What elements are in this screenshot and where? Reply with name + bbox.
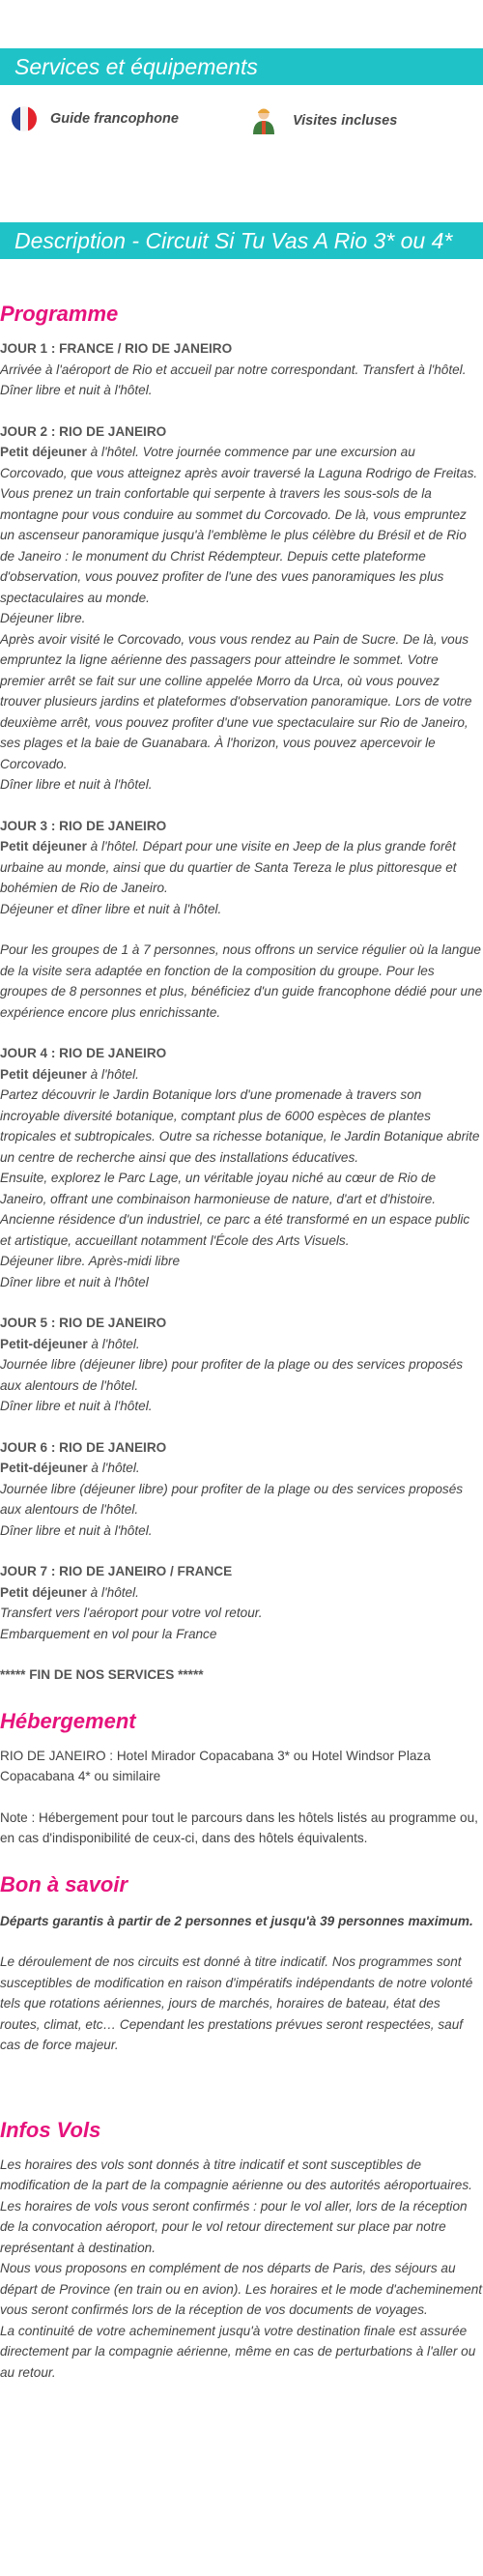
day-text: Dîner libre et nuit à l'hôtel. bbox=[0, 383, 153, 397]
day-text: Dîner libre et nuit à l'hôtel. bbox=[0, 1522, 153, 1538]
bon-a-savoir-title: Bon à savoir bbox=[0, 1871, 128, 1896]
flight-info: La continuité de votre acheminement jusqu'à votre destination finale est assurée directement par la compagnie aérienne, même en cas de perturbations à l'aller ou au retour. bbox=[0, 2323, 476, 2380]
service-label: Guide francophone bbox=[50, 111, 179, 127]
infos-vols-content bbox=[0, 2155, 483, 2384]
meal-label: Petit déjeuner bbox=[0, 1584, 87, 1600]
day-text: Ensuite, explorez le Parc Lage, un véritable joyau niché au cœur de Rio de Janeiro, offrant une combinaison harmonieuse de nature, d'art et d'histoire. Ancienne résidence d'un industriel, ce parc a été transformé en un espace public et artistique, accueillant notamment l'École des Arts Visuels. bbox=[0, 1171, 470, 1248]
day-text: Dîner libre et nuit à l'hôtel. bbox=[0, 777, 153, 792]
day-text: Embarquement en vol pour la France bbox=[0, 1626, 217, 1641]
day-text: Petit-déjeuner à l'hôtel. bbox=[0, 1461, 140, 1475]
meal-label: Petit déjeuner bbox=[0, 445, 87, 459]
end-of-services: ***** FIN DE NOS SERVICES ***** bbox=[0, 1667, 204, 1682]
day-text: Après avoir visité le Corcovado, vous vous rendez au Pain de Sucre. De là, vous empruntez la ligne aérienne des passagers pour atteindre le sommet. Votre premier arrêt se fait sur une colline appelée Morro da Urca, où vous pouvez trouver plusieurs jardins et plateformes d'observation panoramique. Lors de votre deuxième arrêt, vous pouvez profiter d'une vue spectaculaire sur Rio de Janeiro, ses plages et la baie de Guanabara. À l'horizon, vous pouvez apercevoir le Corcovado. bbox=[0, 631, 472, 771]
day-text: Petit déjeuner à l'hôtel. Départ pour une visite en Jeep de la plus grande forêt urbaine au monde, ainsi que du quartier de Santa Tereza le plus pittoresque et bohémien de Rio de Janeiro. bbox=[0, 839, 457, 895]
meal-label: Petit-déjeuner bbox=[0, 1336, 88, 1351]
departures-guaranteed: Départs garantis à partir de 2 personnes et jusqu'à 39 personnes maximum. bbox=[0, 1913, 473, 1928]
meal-label: Petit déjeuner bbox=[0, 839, 87, 854]
programme-content bbox=[0, 338, 483, 1686]
french-flag-icon bbox=[12, 106, 37, 131]
meal-label: Petit-déjeuner bbox=[0, 1461, 88, 1475]
day-heading: JOUR 5 : RIO DE JANEIRO bbox=[0, 1316, 167, 1330]
day-heading: JOUR 3 : RIO DE JANEIRO bbox=[0, 818, 167, 833]
day-text: Arrivée à l'aéroport de Rio et accueil par notre correspondant. Transfert à l'hôtel. bbox=[0, 362, 467, 377]
service-item-guide bbox=[12, 106, 179, 131]
day-text: Journée libre (déjeuner libre) pour profiter de la plage ou des services proposés aux alentours de l'hôtel. bbox=[0, 1481, 464, 1517]
day-text: Transfert vers l'aéroport pour votre vol retour. bbox=[0, 1606, 263, 1620]
service-item-visites bbox=[249, 106, 397, 135]
itinerary-disclaimer: Le déroulement de nos circuits est donné à titre indicatif. Nos programmes sont susceptibles de modification en raison d'impératifs indépendants de notre volonté tels que rotations aériennes, jours de marchés, horaires de bateau, état des routes, climat, etc… Cependant les prestations prévues seront respectées, sauf cas de force majeur. bbox=[0, 1954, 473, 2052]
tour-guide-icon bbox=[249, 106, 278, 135]
day-text: Dîner libre et nuit à l'hôtel bbox=[0, 1274, 149, 1289]
day-text: Déjeuner libre. bbox=[0, 611, 86, 625]
day-heading: JOUR 2 : RIO DE JANEIRO bbox=[0, 423, 167, 439]
hebergement-content bbox=[0, 1746, 483, 1849]
description-banner bbox=[0, 222, 483, 259]
flight-info: Les horaires des vols sont donnés à titre indicatif et sont susceptibles de modification de la part de la compagnie aérienne ou des autorités aéroportuaires. bbox=[0, 2156, 472, 2192]
day-text: Petit déjeuner à l'hôtel. Votre journée commence par une excursion au Corcovado, que vous atteignez après avoir traversé la Laguna Rodrigo de Freitas. Vous prenez un train confortable qui serpente à travers les sous-sols de la montagne pour vous conduire au sommet du Corcovado. De là, vous empruntez un ascenseur panoramique jusqu'à l'emblème le plus célèbre du Brésil et de Rio de Janeiro : le monument du Christ Rédempteur. Depuis cette plateforme d'observation, vous pouvez profiter de l'une des vues panoramiques les plus spectaculaires au monde. bbox=[0, 445, 478, 605]
description-title: Description - Circuit Si Tu Vas A Rio 3* ou 4* bbox=[14, 228, 453, 253]
day-text: Dîner libre et nuit à l'hôtel. bbox=[0, 1399, 153, 1413]
programme-title: Programme bbox=[0, 302, 119, 326]
service-label: Visites incluses bbox=[293, 113, 398, 129]
flight-info: Nous vous proposons en complément de nos départs de Paris, des séjours au départ de Province (en train ou en avion). Les horaires et le mode d'acheminement vous seront confirmés lors de la réception de vos documents de voyages. bbox=[0, 2261, 483, 2317]
day-heading: JOUR 6 : RIO DE JANEIRO bbox=[0, 1439, 167, 1455]
day-text: Petit déjeuner à l'hôtel. bbox=[0, 1584, 139, 1600]
services-list bbox=[0, 85, 483, 153]
day-text: Petit déjeuner à l'hôtel. bbox=[0, 1066, 139, 1082]
day-text: Déjeuner libre. Après-midi libre bbox=[0, 1254, 181, 1268]
meal-label: Petit déjeuner bbox=[0, 1066, 87, 1082]
services-banner bbox=[0, 48, 483, 85]
day-heading: JOUR 4 : RIO DE JANEIRO bbox=[0, 1046, 167, 1060]
day-text: Déjeuner et dîner libre et nuit à l'hôtel. bbox=[0, 901, 222, 916]
infos-vols-title: Infos Vols bbox=[0, 2117, 101, 2142]
day-text: Pour les groupes de 1 à 7 personnes, nous offrons un service régulier où la langue de la visite sera adaptée en fonction de la composition du groupe. Pour les groupes de 8 personnes et plus, bénéficiez d'un guide francophone dédié pour une expérience encore plus enrichissante. bbox=[0, 942, 483, 1020]
hotel-list: RIO DE JANEIRO : Hotel Mirador Copacabana 3* ou Hotel Windsor Plaza Copacabana 4* ou similaire bbox=[0, 1748, 431, 1783]
day-text: Partez découvrir le Jardin Botanique lors d'une promenade à travers son incroyable diversité botanique, comptant plus de 6000 espèces de plantes tropicales et subtropicales. Outre sa richesse botanique, le Jardin Botanique abrite un centre de recherche ainsi que des installations éducatives. bbox=[0, 1087, 480, 1165]
flight-info: Les horaires de vols vous seront confirmés : pour le vol aller, lors de la réception de la convocation aéroport, pour le vol retour directement sur place par notre représentant à destination. bbox=[0, 2198, 468, 2255]
hebergement-note: Note : Hébergement pour tout le parcours dans les hôtels listés au programme ou, en cas d'indisponibilité de ceux-ci, dans des hôtels équivalents. bbox=[0, 1809, 478, 1845]
services-title: Services et équipements bbox=[14, 54, 258, 79]
day-text: Journée libre (déjeuner libre) pour profiter de la plage ou des services proposés aux alentours de l'hôtel. bbox=[0, 1357, 464, 1393]
bon-a-savoir-content bbox=[0, 1911, 483, 2056]
day-heading: JOUR 7 : RIO DE JANEIRO / FRANCE bbox=[0, 1564, 233, 1578]
hebergement-title: Hébergement bbox=[0, 1708, 136, 1733]
day-text: Petit-déjeuner à l'hôtel. bbox=[0, 1336, 140, 1351]
day-heading: JOUR 1 : FRANCE / RIO DE JANEIRO bbox=[0, 341, 233, 356]
